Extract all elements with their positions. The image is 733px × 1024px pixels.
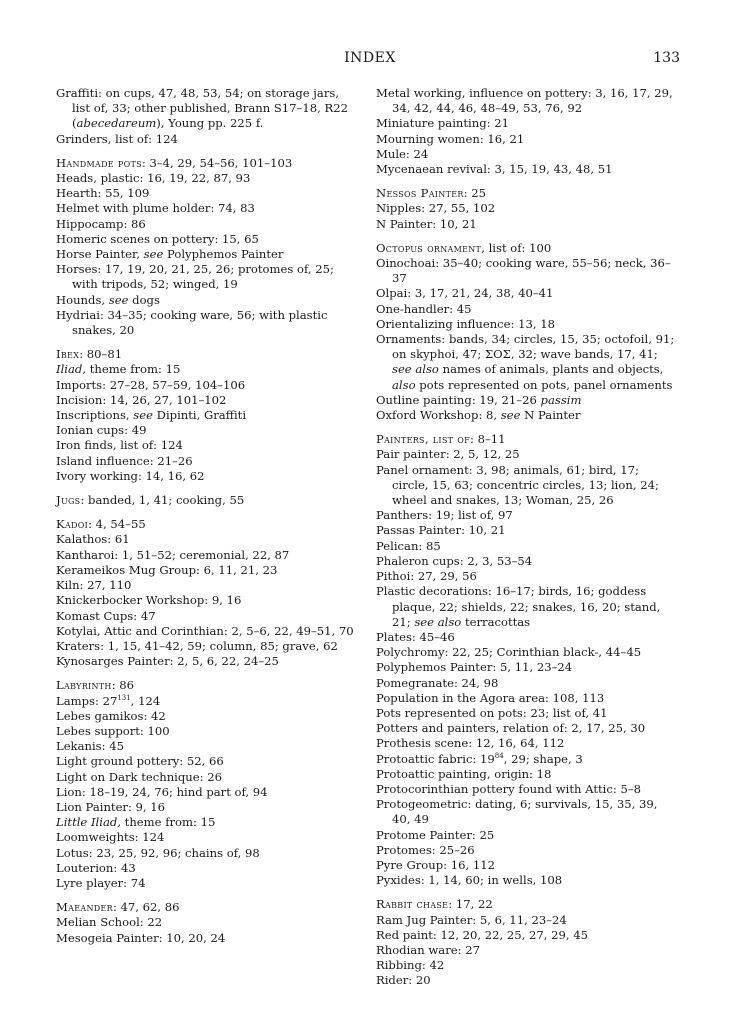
index-entry: Imports: 27–28, 57–59, 104–106 xyxy=(56,377,246,392)
index-entry: Handmade pots: 3–4, 29, 54–56, 101–103 xyxy=(56,155,293,170)
index-entry: Hydriai: 34–35; cooking ware, 56; with plastic snakes, 20 xyxy=(56,307,328,338)
index-entry: Iron finds, list of: 124 xyxy=(56,438,183,453)
index-entry: Painters, list of: 8–11 xyxy=(376,432,506,447)
index-entry: Lebes support: 100 xyxy=(56,723,170,738)
index-entry: Rhodian ware: 27 xyxy=(376,942,480,957)
index-entry: Panel ornament: 3, 98; animals, 61; bird, 17; circle, 15, 63; concentric circles, 13; lion, 24; wheel and snakes, 13; Woman, 25, 26 xyxy=(376,462,659,508)
index-entry: Polychromy: 22, 25; Corinthian black-, 44–45 xyxy=(376,645,642,660)
index-entry: Hearth: 55, 109 xyxy=(56,186,150,201)
index-entry: Octopus ornament, list of: 100 xyxy=(376,240,552,255)
index-entry: Outline painting: 19, 21–26 passim xyxy=(376,392,582,407)
index-entry: Protomes: 25–26 xyxy=(376,842,475,857)
index-entry: Protocorinthian pottery found with Attic: 5–8 xyxy=(376,781,641,796)
index-entry: Homeric scenes on pottery: 15, 65 xyxy=(56,231,259,246)
index-entry: Lion: 18–19, 24, 76; hind part of, 94 xyxy=(56,784,268,799)
index-entry: Heads, plastic: 16, 19, 22, 87, 93 xyxy=(56,171,251,186)
index-entry: Pair painter: 2, 5, 12, 25 xyxy=(376,447,520,462)
index-entry: Polyphemos Painter: 5, 11, 23–24 xyxy=(376,660,573,675)
index-entry: Lebes gamikos: 42 xyxy=(56,708,166,723)
index-entry: Mourning women: 16, 21 xyxy=(376,131,525,146)
page-title: INDEX xyxy=(344,50,396,66)
index-entry: Knickerbocker Workshop: 9, 16 xyxy=(56,593,242,608)
index-entry: Inscriptions, see Dipinti, Graffiti xyxy=(56,408,247,423)
index-entry: Iliad, theme from: 15 xyxy=(56,362,181,377)
index-entry: Kraters: 1, 15, 41–42, 59; column, 85; grave, 62 xyxy=(56,638,338,653)
index-entry: Oinochoai: 35–40; cooking ware, 55–56; neck, 36–37 xyxy=(376,256,671,286)
index-entry: Rider: 20 xyxy=(376,973,431,988)
index-entry: Pots represented on pots: 23; list of, 41 xyxy=(376,705,608,720)
index-entry: Potters and painters, relation of: 2, 17, 25, 30 xyxy=(376,721,646,736)
index-entry: Lyre player: 74 xyxy=(56,875,146,890)
index-entry: Pyre Group: 16, 112 xyxy=(376,857,495,872)
index-entry: Loomweights: 124 xyxy=(56,830,165,845)
index-entry: Kalathos: 61 xyxy=(56,532,130,547)
index-entry: Incision: 14, 26, 27, 101–102 xyxy=(56,392,227,407)
index-entry: Jugs: banded, 1, 41; cooking, 55 xyxy=(56,493,245,508)
index-entry: Mycenaean revival: 3, 15, 19, 43, 48, 51 xyxy=(376,162,613,177)
index-entry: Lekanis: 45 xyxy=(56,739,124,754)
index-entry: Hippocamp: 86 xyxy=(56,216,146,231)
index-entry: Ivory working: 14, 16, 62 xyxy=(56,468,205,483)
index-entry: Lion Painter: 9, 16 xyxy=(56,799,166,814)
index-entry: Plates: 45–46 xyxy=(376,629,455,644)
index-entry: Panthers: 19; list of, 97 xyxy=(376,508,513,523)
index-entry: Grinders, list of: 124 xyxy=(56,131,178,146)
index-entry: Orientalizing influence: 13, 18 xyxy=(376,316,555,331)
index-entry: Pyxides: 1, 14, 60; in wells, 108 xyxy=(376,873,563,888)
index-entry: Protogeometric: dating, 6; survivals, 15, 35, 39, 40, 49 xyxy=(376,797,658,827)
index-entry: Little Iliad, theme from: 15 xyxy=(56,815,216,830)
index-column-right xyxy=(376,86,676,989)
index-entry: Phaleron cups: 2, 3, 53–54 xyxy=(376,553,533,568)
page-number: 133 xyxy=(653,50,680,66)
index-entry: Red paint: 12, 20, 22, 25, 27, 29, 45 xyxy=(376,927,588,942)
index-entry: Graffiti: on cups, 47, 48, 53, 54; on storage jars, list of, 33; other published, Brann S17–18, R22 (abecedareum), Young pp. 225 f. xyxy=(56,86,348,131)
index-entry: Melian School: 22 xyxy=(56,915,163,930)
index-entry: Kynosarges Painter: 2, 5, 6, 22, 24–25 xyxy=(56,654,279,669)
index-entry: Lotus: 23, 25, 92, 96; chains of, 98 xyxy=(56,845,260,860)
index-entry: Plastic decorations: 16–17; birds, 16; goddess plaque, 22; shields, 22; snakes, 16, 20; stand, 21; see also terracottas xyxy=(376,584,661,629)
index-entry: Labyrinth: 86 xyxy=(56,678,135,693)
index-entry: Light ground pottery: 52, 66 xyxy=(56,754,224,769)
index-entry: Prothesis scene: 12, 16, 64, 112 xyxy=(376,736,565,751)
index-entry: Island influence: 21–26 xyxy=(56,453,193,468)
index-entry: Nessos Painter: 25 xyxy=(376,186,487,201)
index-entry: One-handler: 45 xyxy=(376,301,472,316)
index-entry: Ornaments: bands, 34; circles, 15, 35; octofoil, 91; on skyphoi, 47; ΣΟΣ, 32; wave bands, 17, 41; see also names of animals, plants and objects, also pots represented on pots, panel ornaments xyxy=(376,332,675,392)
index-entry: Kerameikos Mug Group: 6, 11, 21, 23 xyxy=(56,562,278,577)
index-entry: N Painter: 10, 21 xyxy=(376,216,477,231)
index-entry: Komast Cups: 47 xyxy=(56,608,156,623)
index-entry: Ribbing: 42 xyxy=(376,958,445,973)
index-entry: Oxford Workshop: 8, see N Painter xyxy=(376,408,581,423)
index-entry: Hounds, see dogs xyxy=(56,292,160,307)
index-entry: Kadoi: 4, 54–55 xyxy=(56,517,146,532)
index-entry: Light on Dark technique: 26 xyxy=(56,769,222,784)
index-entry: Miniature painting: 21 xyxy=(376,116,509,131)
index-entry: Helmet with plume holder: 74, 83 xyxy=(56,201,255,216)
index-entry: Pomegranate: 24, 98 xyxy=(376,675,499,690)
index-column-left xyxy=(56,86,356,946)
index-entry: Kiln: 27, 110 xyxy=(56,578,132,593)
index-entry: Ionian cups: 49 xyxy=(56,423,147,438)
index-entry: Protome Painter: 25 xyxy=(376,827,495,842)
index-entry: Pelican: 85 xyxy=(376,538,441,553)
index-entry: Maeander: 47, 62, 86 xyxy=(56,900,180,915)
index-entry: Louterion: 43 xyxy=(56,860,136,875)
index-entry: Horses: 17, 19, 20, 21, 25, 26; protomes of, 25; with tripods, 52; winged, 19 xyxy=(56,262,334,292)
index-entry: Rabbit chase: 17, 22 xyxy=(376,897,493,912)
index-entry: Kotylai, Attic and Corinthian: 2, 5–6, 22, 49–51, 70 xyxy=(56,623,354,638)
index-entry: Mesogeia Painter: 10, 20, 24 xyxy=(56,930,226,945)
index-entry: Ram Jug Painter: 5, 6, 11, 23–24 xyxy=(376,912,567,927)
index-entry: Lamps: $27^{131}$, 124 xyxy=(56,693,161,708)
index-entry: Protoattic painting, origin: 18 xyxy=(376,766,552,781)
index-entry: Ibex: 80–81 xyxy=(56,347,123,362)
index-entry: Pithoi: 27, 29, 56 xyxy=(376,569,477,584)
index-entry: Olpai: 3, 17, 21, 24, 38, 40–41 xyxy=(376,286,554,301)
index-entry: Mule: 24 xyxy=(376,146,429,161)
index-entry: Passas Painter: 10, 21 xyxy=(376,523,506,538)
index-entry: Nipples: 27, 55, 102 xyxy=(376,201,496,216)
index-entry: Kantharoi: 1, 51–52; ceremonial, 22, 87 xyxy=(56,547,290,562)
index-entry: Protoattic fabric: $19^{84}$, 29; shape, 3 xyxy=(376,751,583,766)
index-entry: Population in the Agora area: 108, 113 xyxy=(376,690,605,705)
index-entry: Horse Painter, see Polyphemos Painter xyxy=(56,247,284,262)
index-entry: Metal working, influence on pottery: 3, 16, 17, 29, 34, 42, 44, 46, 48–49, 53, 76, 92 xyxy=(376,86,673,116)
page-header xyxy=(60,50,680,70)
